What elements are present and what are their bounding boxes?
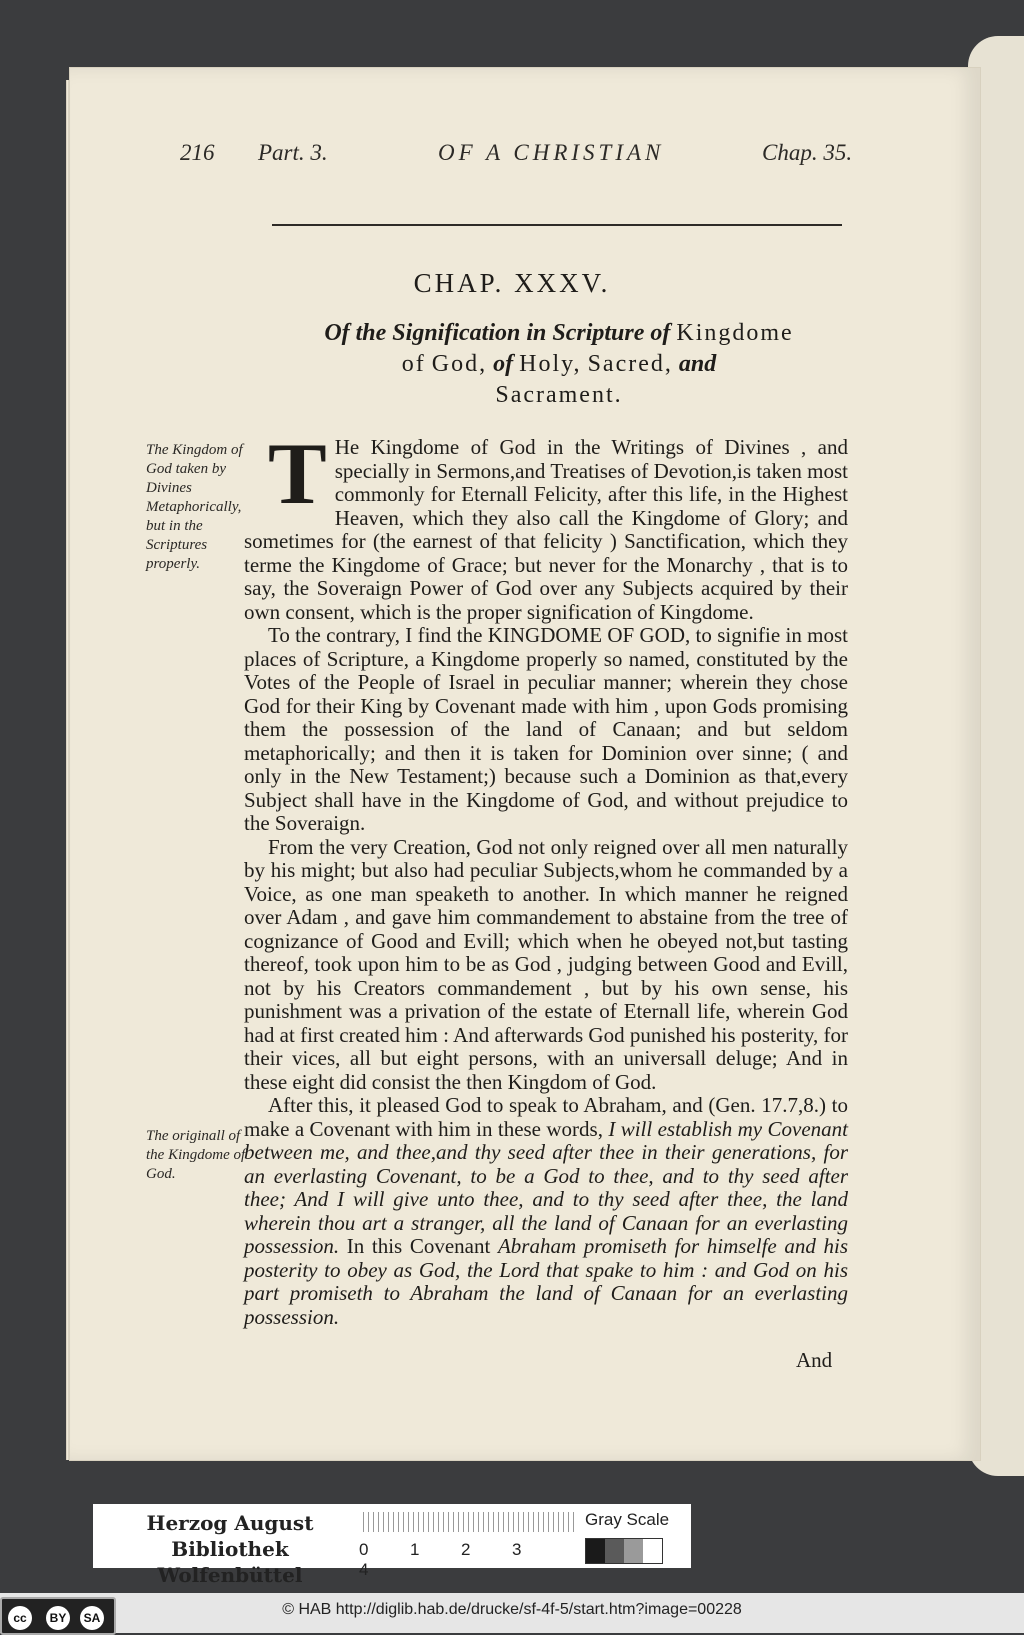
header-rule [272, 224, 842, 226]
paragraph-4-intro: After this, it pleased God to speak to Abraham, and (Gen. 17.7,8.) to make a Covenant with him in these words, [244, 1093, 848, 1141]
ruler-label: 0 [359, 1540, 369, 1559]
swatch [624, 1539, 643, 1563]
gray-scale-label: Gray Scale [585, 1510, 670, 1529]
swatch [586, 1539, 605, 1563]
margin-note-kingdom-divines: The Kingdom of God taken by Divines Metaphorically, but in the Scriptures properly. [146, 442, 243, 572]
swatch [605, 1539, 624, 1563]
subtitle-god: God, [431, 351, 488, 377]
subtitle-sacred: Sacred, [587, 351, 673, 377]
footer-bar [0, 1593, 1024, 1633]
library-name-line2: Wolfenbüttel [157, 1563, 303, 1587]
ruler-label: 2 [461, 1540, 471, 1559]
genesis-quote: I will establish my Covenant between me, and thee,and thy seed after thee in their generations, for an everlasting Covenant, to be a God to thee, and to thy seed after thee; And I will give unto thee, and to thy seed after thee, the land wherein thou art a stranger, all the land of Canaan for an everlasting possession. [244, 1116, 848, 1258]
subtitle-holy: Holy, [519, 351, 582, 377]
library-name-line1: Herzog August Bibliothek [146, 1511, 314, 1561]
chapter-subtitle [262, 318, 856, 411]
scale-ruler [363, 1512, 575, 1532]
subtitle-and: and [678, 351, 717, 377]
gray-scale-swatches [585, 1538, 663, 1564]
paragraph-4 [244, 1094, 848, 1329]
ruler-label: 1 [410, 1540, 420, 1559]
subtitle-of2: of [493, 351, 514, 377]
library-name [107, 1510, 353, 1588]
cc-icon: cc [8, 1606, 32, 1630]
drop-cap: T [268, 426, 327, 523]
margin-note-originall: The originall of the Kingdome of God. [146, 1128, 246, 1182]
ruler-labels [359, 1540, 589, 1580]
sa-icon: SA [80, 1606, 104, 1630]
by-icon: BY [46, 1606, 70, 1630]
chapter-number: CHAP. XXXV. [413, 268, 611, 298]
running-title: OF A CHRISTIAN [438, 140, 665, 165]
subtitle-of: of [401, 351, 426, 377]
subtitle-kingdome: Kingdome [676, 320, 794, 346]
ruler-label: 4 [359, 1560, 369, 1579]
subtitle-sacrament: Sacrament. [495, 382, 623, 408]
library-color-card [93, 1504, 691, 1587]
part-label: Part. 3. [258, 140, 328, 165]
source-url[interactable]: © HAB http://diglib.hab.de/drucke/sf-4f-5/start.htm?image=00228 [282, 1601, 742, 1618]
paragraph-3: From the very Creation, God not only reigned over all men naturally by his might; but also had peculiar Subjects,whom he commanded by a Voice, as one man speaketh to another. In which manner he reigned over Adam , and gave him commandement to abstaine from the tree of cognizance of Good and Evill; which when he obeyed not,but tasting thereof, took upon him to be as God , judging between Good and Evill, not by his Creators commandement , but by his own sense, his punishment was a privation of the estate of Eternall life, wherein God had at first created him : And afterwards God punished his posterity, for their vices, all but eight persons, with an universall deluge; And in these eight did consist the then Kingdom of God. [244, 834, 848, 1094]
catchword: And [796, 1348, 833, 1372]
paragraph-2: To the contrary, I find the KINGDOME OF GOD, to signifie in most places of Scripture, a Kingdome properly so named, constituted by the Votes of the People of Israel in peculiar manner; wherein they chose God for their King by Covenant made with him , upon Gods promising them the possession of the land of Canaan; and but seldom metaphorically; and then it is taken for Dominion over sinne; ( and only in the New Testament;) because such a Dominion as that,every Subject shall have in the Kingdome of God, and without prejudice to the Soveraign. [244, 623, 848, 835]
swatch [643, 1539, 662, 1563]
page-number: 216 [180, 140, 215, 165]
paragraph-4-mid: In this Covenant [346, 1234, 491, 1258]
covenant-summary: Abraham promiseth for himselfe and his posterity to obey as God, the Lord that spake to him : and God on his part promiseth to Abraham the land of Canaan for an everlasting possession. [244, 1234, 849, 1329]
ruler-label: 3 [512, 1540, 522, 1559]
subtitle-part: Of the Signification in Scripture of [324, 320, 671, 346]
chapter-label: Chap. 35. [762, 140, 853, 165]
main-text [244, 426, 849, 1329]
paragraph-1 [244, 426, 848, 624]
paragraph-1-text: He Kingdome of God in the Writings of Divines , and specially in Sermons,and Treatises of Devotion,is taken most commonly for Eternall Felicity, after this life, in the Highest Heaven, which they also call the Kingdome of Glory; and sometimes for (the earnest of that felicity ) Sanctification, which they terme the Kingdome of Grace; but never for the Monarchy , that is to say, the Soveraign Power of God over any Subjects acquired by their own consent, which is the proper signification of Kingdome. [244, 435, 848, 624]
